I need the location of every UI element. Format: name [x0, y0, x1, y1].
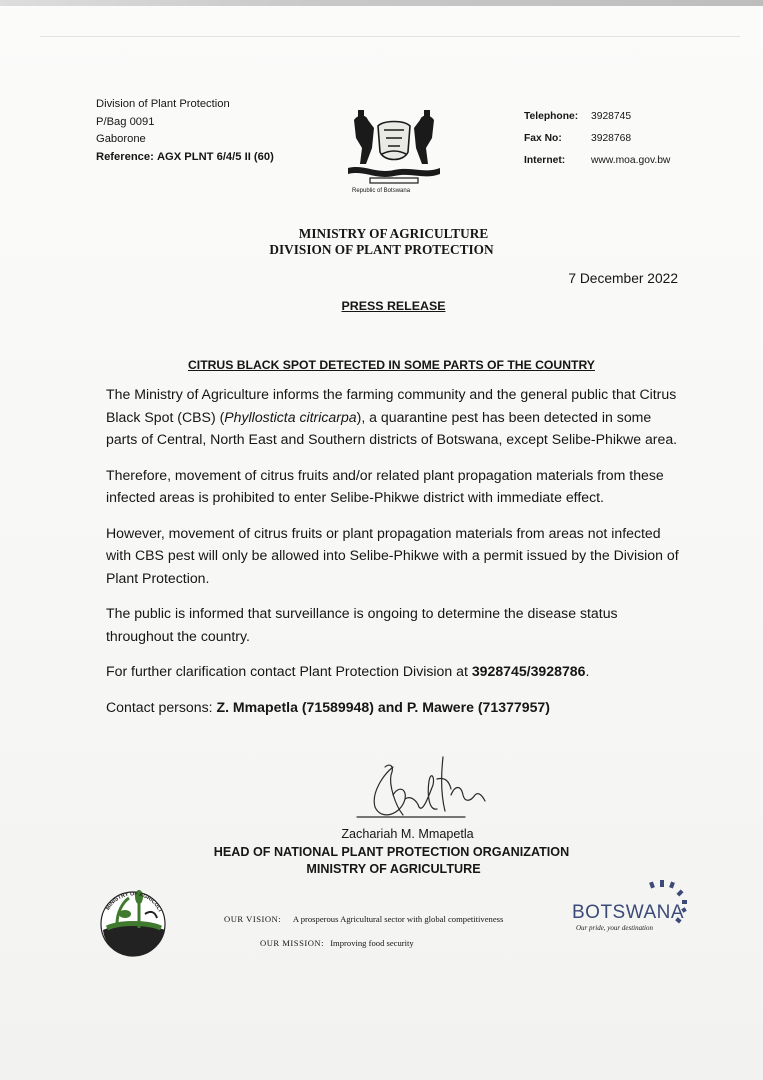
- brand-tagline: Our pride, your destination: [576, 924, 653, 932]
- vision-label: OUR VISION:: [224, 914, 282, 924]
- vision-text: A prosperous Agricultural sector with global competitiveness: [292, 914, 504, 924]
- address-line: Gaborone: [96, 133, 146, 145]
- paragraph-prohibition: Therefore, movement of citrus fruits and/or related plant propagation materials from these infected areas is prohibited to enter Selibe-Phikwe district with immediate effect.: [106, 466, 664, 505]
- text-run: Contact persons:: [106, 698, 217, 715]
- telephone-row: [524, 106, 670, 128]
- contact-label: Fax No:: [524, 133, 562, 144]
- division-name: DIVISION OF PLANT PROTECTION: [269, 242, 494, 257]
- brand-name: BOTSWANA: [572, 902, 685, 923]
- ministry-heading: [0, 226, 763, 258]
- mission-text: Improving food security: [330, 938, 414, 948]
- ministry-name: MINISTRY OF AGRICULTURE: [298, 226, 489, 241]
- scan-top-edge: [0, 0, 763, 6]
- botswana-coat-of-arms-icon: [344, 108, 444, 186]
- contact-value: 3928768: [591, 133, 632, 144]
- reference-label: Reference:: [96, 150, 154, 163]
- ministry-of-agriculture-logo-icon: [95, 884, 171, 960]
- body-text: [106, 383, 684, 731]
- text-run: and: [373, 698, 407, 715]
- signatory-name: Zachariah M. Mmapetla: [341, 827, 474, 841]
- mission-label: OUR MISSION:: [260, 938, 325, 948]
- text-run: The Ministry of Agriculture informs the farming community and the general public that Citrus Black Spot (CBS) (: [106, 386, 677, 425]
- scientific-name: Phyllosticta citricarpa: [224, 408, 357, 425]
- text-run: ), a quarantine pest has been detected in some parts of Central, North East and Southern districts of Botswana, except Selibe-Phikwe area.: [106, 408, 678, 447]
- crest-caption: Republic of Botswana: [352, 188, 411, 194]
- document-date: 7 December 2022: [568, 271, 678, 286]
- fax-row: [524, 128, 670, 150]
- fold-line: [40, 36, 740, 37]
- moa-logo-text: MINISTRY OF AGRICULT: [105, 891, 163, 914]
- reference-value: AGX PLNT 6/4/5 II (60): [156, 150, 274, 163]
- reference-line: [96, 149, 274, 167]
- footer-vision: [224, 914, 503, 924]
- text-run: .: [585, 663, 590, 679]
- website-link[interactable]: www.moa.gov.bw: [591, 155, 671, 166]
- contact-label: Internet:: [524, 155, 566, 166]
- contact-person: Z. Mmapetla (71589948): [216, 698, 374, 715]
- contact-person: P. Mawere (71377957): [406, 698, 550, 715]
- address-line: P/Bag 0091: [96, 115, 155, 128]
- subject-heading: CITRUS BLACK SPOT DETECTED IN SOME PARTS OF THE COUNTRY: [188, 358, 595, 372]
- paragraph-permit: However, movement of citrus fruits or plant propagation materials from areas not infected with CBS pest will only be allowed into Selibe-Phikwe with a permit issued by the Division of Plant Protection.: [106, 524, 679, 586]
- contact-value: 3928745: [591, 111, 632, 122]
- paragraph-clarification: [106, 660, 684, 683]
- handwritten-signature: [345, 755, 495, 835]
- footer-mission: [260, 938, 414, 948]
- signatory-block: [0, 826, 763, 879]
- contact-details: [524, 106, 670, 172]
- text-run: For further clarification contact Plant Protection Division at: [106, 663, 472, 679]
- press-release-heading: PRESS RELEASE: [341, 299, 446, 313]
- contact-label: Telephone:: [524, 111, 579, 122]
- paragraph-detection: [106, 383, 684, 451]
- paragraph-surveillance: The public is informed that surveillance is ongoing to determine the disease status throughout the country.: [106, 605, 618, 644]
- address-line: Division of Plant Protection: [96, 98, 230, 110]
- phone-numbers: 3928745/3928786: [471, 663, 586, 679]
- paragraph-contact-persons: [106, 696, 684, 719]
- signatory-ministry: MINISTRY OF AGRICULTURE: [306, 862, 481, 876]
- internet-row: [524, 150, 670, 172]
- sender-address: [96, 96, 274, 166]
- signatory-title: HEAD OF NATIONAL PLANT PROTECTION ORGANIZATION: [213, 844, 570, 859]
- botswana-brand-logo-icon: [572, 880, 702, 940]
